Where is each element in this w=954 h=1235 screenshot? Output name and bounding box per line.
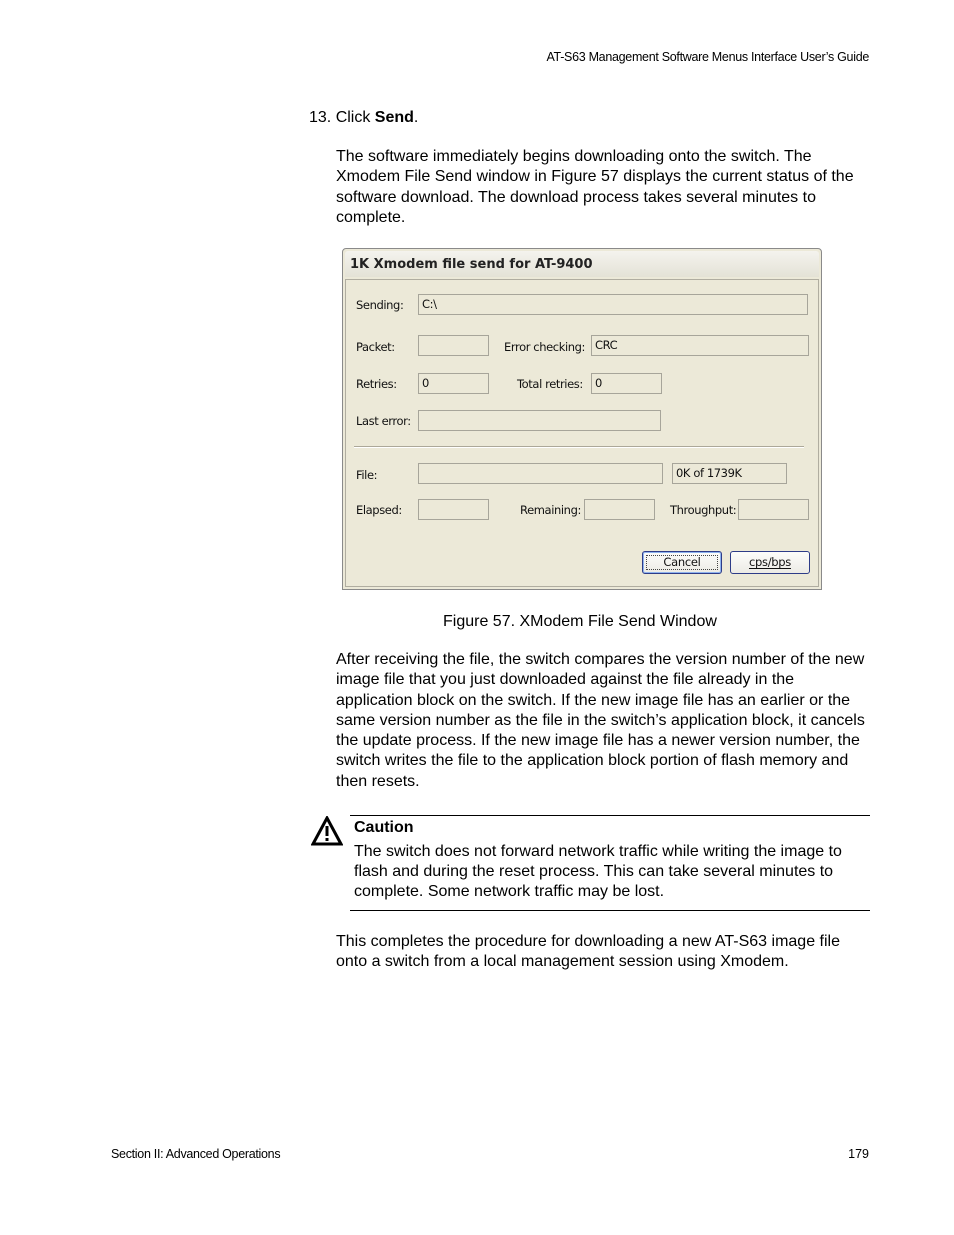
step-send-keyword: Send	[374, 109, 414, 126]
error-checking-field: CRC	[591, 335, 809, 356]
closing-paragraph: This completes the procedure for downloading a new AT-S63 image file onto a switch from a local management session using Xmodem.	[336, 933, 840, 971]
running-header: AT-S63 Management Software Menus Interface User’s Guide	[546, 50, 869, 64]
elapsed-field	[418, 499, 489, 520]
file-progress-field	[418, 463, 663, 484]
dialog-client-area	[345, 279, 819, 587]
caution-title: Caution	[354, 819, 414, 836]
cancel-button-label: Cancel	[663, 555, 701, 569]
throughput-field	[738, 499, 809, 520]
caution-bottom-rule	[350, 910, 870, 911]
xmodem-file-send-window	[342, 248, 822, 590]
error-checking-label: Error checking:	[504, 340, 586, 354]
total-retries-field: 0	[591, 373, 662, 394]
last-error-field	[418, 410, 661, 431]
packet-field	[418, 335, 489, 356]
step-13	[309, 109, 418, 127]
remaining-field	[584, 499, 655, 520]
cancel-focus-ring	[646, 555, 718, 570]
step-suffix: .	[413, 109, 419, 126]
footer-section: Section II: Advanced Operations	[111, 1147, 281, 1161]
sending-label: Sending:	[356, 298, 404, 312]
intro-paragraph: The software immediately begins downloading onto the switch. The Xmodem File Send window in Figure 57 displays the current status of the software download. The download process takes several minutes to complete.	[336, 148, 854, 226]
throughput-label: Throughput:	[670, 503, 737, 517]
sending-field: C:\	[418, 294, 808, 315]
file-size-field: 0K of 1739K	[672, 463, 787, 484]
dialog-titlebar[interactable]	[345, 251, 819, 277]
retries-field: 0	[418, 373, 489, 394]
remaining-label: Remaining:	[520, 503, 581, 517]
elapsed-label: Elapsed:	[356, 503, 402, 517]
figure-caption: Figure 57. XModem File Send Window	[443, 613, 717, 630]
retries-label: Retries:	[356, 377, 397, 391]
caution-top-rule	[350, 815, 870, 816]
footer-page-number: 179	[848, 1147, 869, 1161]
version-check-paragraph: After receiving the file, the switch compares the version number of the new image file that you just downloaded against the file already in the application block on the switch. If the new image file has an earlier or the same version number as the file in the switch’s application block, it cancels the update process. If the new image file has a newer version number, the switch writes the file to the application block portion of flash memory and then resets.	[336, 651, 865, 790]
packet-label: Packet:	[356, 340, 395, 354]
dialog-title: 1K Xmodem file send for AT-9400	[350, 257, 593, 272]
file-label: File:	[356, 468, 378, 482]
dialog-separator	[354, 446, 804, 448]
cps-bps-button[interactable]	[730, 551, 810, 574]
step-prefix: 13. Click	[309, 109, 375, 126]
cps-bps-button-label: cps/bps	[749, 555, 791, 569]
cancel-button[interactable]	[642, 551, 722, 574]
last-error-label: Last error:	[356, 414, 411, 428]
caution-text: The switch does not forward network traffic while writing the image to flash and during the reset process. This can take several minutes to complete. Some network traffic may be lost.	[354, 843, 842, 901]
warning-triangle-icon	[311, 816, 343, 846]
total-retries-label: Total retries:	[517, 377, 583, 391]
